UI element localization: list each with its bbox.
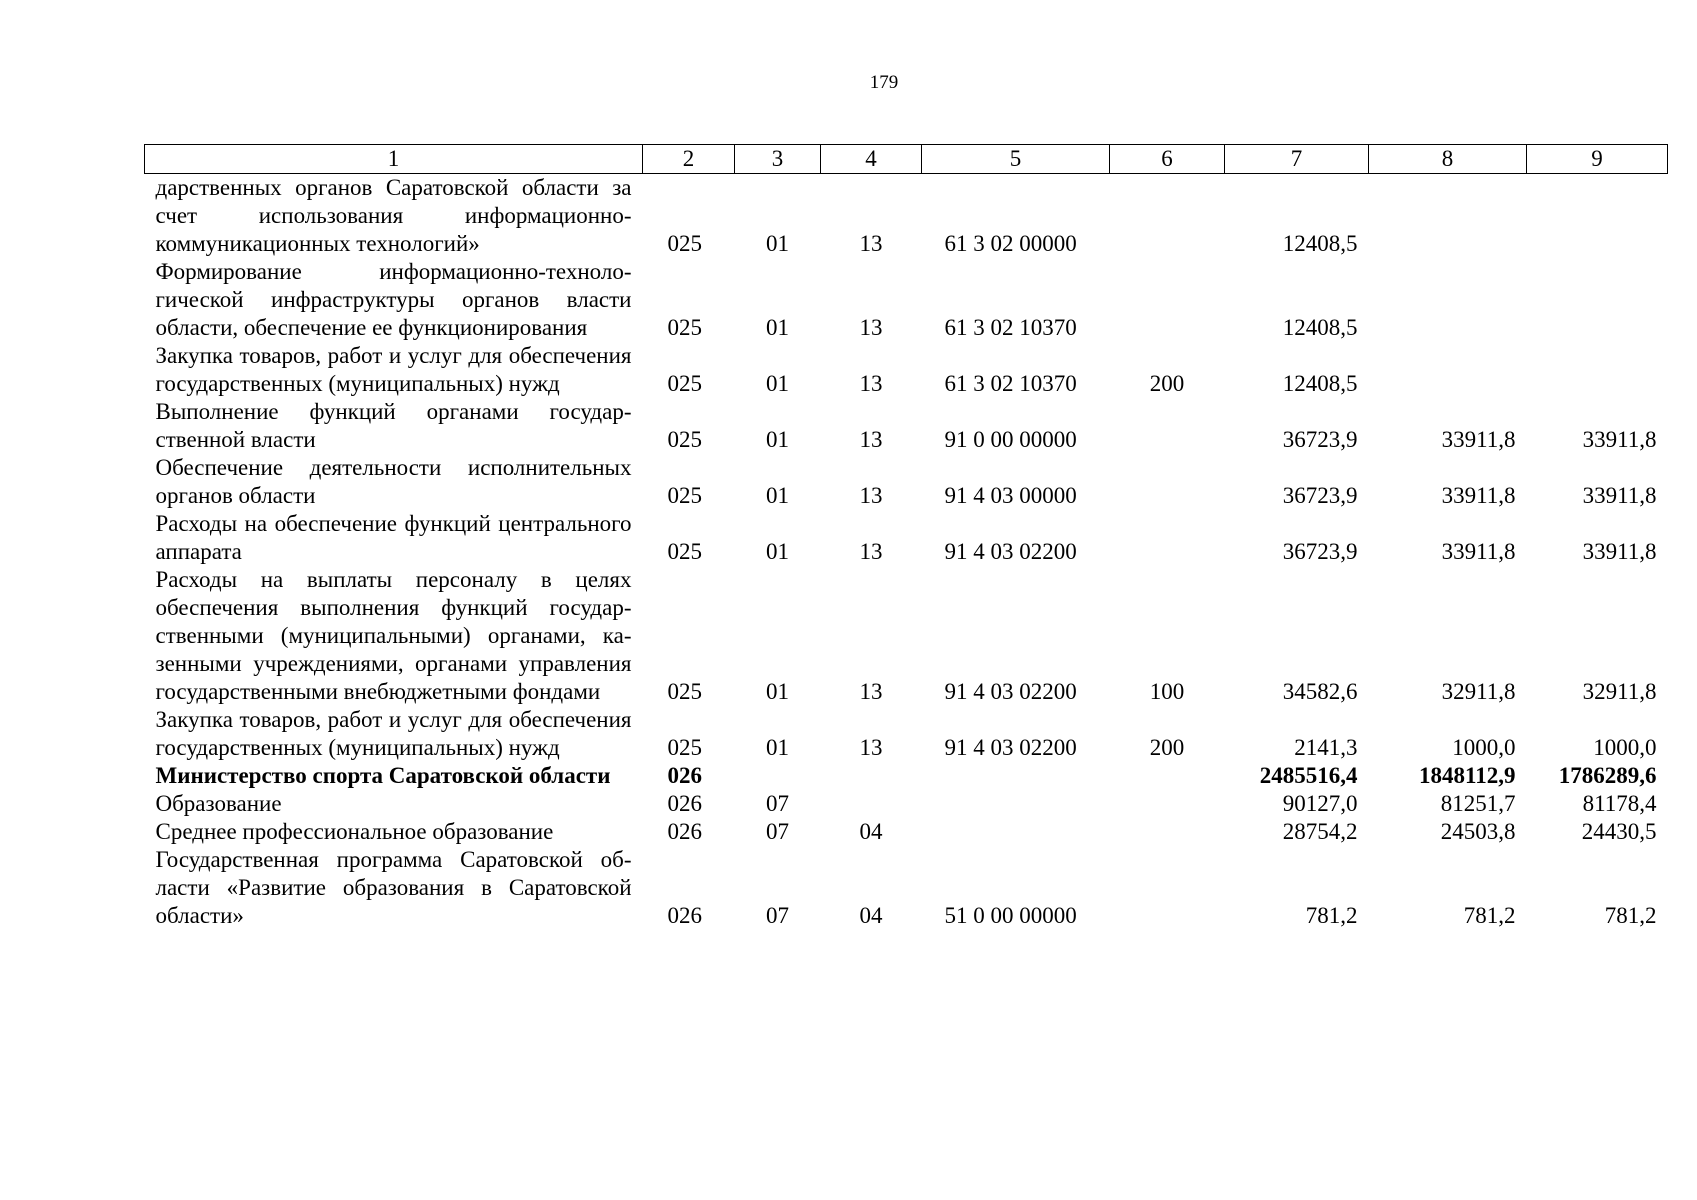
target-article-cell: 61 3 02 10370 [944,315,1077,340]
section-code-cell: 01 [766,231,789,256]
subsection-code-cell [821,762,922,790]
amount-year3-cell [1527,174,1668,259]
column-header-row [145,145,1668,174]
section-code-cell: 01 [766,539,789,564]
expense-type-cell [1110,510,1225,566]
section-code-cell: 07 [766,903,789,928]
section-code-cell: 01 [766,315,789,340]
row-name-cell: Среднее профессиональное образование [155,819,554,844]
table-row [145,846,1668,930]
column-header: 2 [643,145,735,174]
section-code-cell: 07 [766,791,789,816]
amount-year1-cell: 2485516,4 [1259,763,1358,788]
subsection-code-cell: 13 [859,539,883,564]
row-name-cell: Закупка товаров, работ и услуг для обеспечения государственных (муниципальных) нужд [155,707,632,760]
amount-year1-cell: 2141,3 [1294,735,1358,760]
ministry-code-cell: 025 [667,679,702,704]
target-article-cell: 61 3 02 00000 [944,231,1077,256]
amount-year2-cell [1369,342,1527,398]
table-row [145,762,1668,790]
table-row [145,566,1668,706]
expense-type-cell [1110,258,1225,342]
target-article-cell [922,790,1110,818]
row-name-cell: Образование [155,791,282,816]
amount-year1-cell: 12408,5 [1282,231,1358,256]
target-article-cell: 91 4 03 02200 [944,735,1077,760]
amount-year2-cell: 33911,8 [1441,483,1516,508]
expense-type-cell [1110,818,1225,846]
table-body [145,174,1668,931]
column-header: 8 [1369,145,1527,174]
amount-year2-cell: 24503,8 [1440,819,1516,844]
subsection-code-cell: 13 [859,427,883,452]
row-name-cell: Расходы на обеспечение функций центрального аппарата [155,511,632,564]
column-header: 4 [821,145,922,174]
section-code-cell: 01 [766,427,789,452]
row-name-cell: дарственных органов Саратовской области за счет использования информационно-коммуникационных технологий» [155,175,632,256]
target-article-cell: 91 4 03 00000 [944,483,1077,508]
table-row [145,174,1668,259]
ministry-code-cell: 025 [667,483,702,508]
row-name-cell: Формирование информационно-технологической инфраструктуры органов власти области, обеспечение ее функционирования [155,259,632,340]
ministry-code-cell: 026 [667,903,702,928]
table-row [145,258,1668,342]
target-article-cell: 91 4 03 02200 [944,539,1077,564]
subsection-code-cell: 04 [859,903,883,928]
target-article-cell [922,762,1110,790]
amount-year3-cell: 81178,4 [1582,791,1657,816]
ministry-code-cell: 025 [667,539,702,564]
row-name-cell: Обеспечение деятельности исполнительных органов области [155,455,632,508]
ministry-code-cell: 025 [667,315,702,340]
ministry-code-cell: 026 [667,791,702,816]
amount-year3-cell: 33911,8 [1582,483,1657,508]
amount-year3-cell: 1786289,6 [1558,763,1657,788]
ministry-code-cell: 025 [667,371,702,396]
amount-year2-cell: 781,2 [1463,903,1516,928]
target-article-cell: 51 0 00 00000 [944,903,1077,928]
expense-type-cell [1110,846,1225,930]
amount-year2-cell: 81251,7 [1440,791,1516,816]
expense-type-cell [1110,790,1225,818]
subsection-code-cell: 04 [859,819,883,844]
expense-type-cell: 200 [1149,371,1185,396]
column-header: 6 [1110,145,1225,174]
table-row [145,398,1668,454]
subsection-code-cell: 13 [859,231,883,256]
expense-type-cell [1110,174,1225,259]
column-header: 7 [1225,145,1369,174]
amount-year1-cell: 90127,0 [1282,791,1358,816]
ministry-code-cell: 026 [667,819,702,844]
expense-type-cell [1110,762,1225,790]
section-code-cell: 01 [766,735,789,760]
table-row [145,342,1668,398]
amount-year1-cell: 36723,9 [1282,539,1358,564]
table-row [145,454,1668,510]
row-name-cell: Расходы на выплаты персоналу в целях обеспечения выполнения функций государственными (муниципальными) органами, казенными учреждениями, органами управления государственными внебюджетными фондами [155,567,632,704]
amount-year2-cell: 32911,8 [1441,679,1516,704]
amount-year2-cell: 33911,8 [1441,427,1516,452]
subsection-code-cell: 13 [859,315,883,340]
amount-year1-cell: 12408,5 [1282,371,1358,396]
page-number: 179 [869,72,899,93]
budget-table [144,144,1668,930]
amount-year3-cell [1527,258,1668,342]
amount-year2-cell [1369,174,1527,259]
expense-type-cell: 200 [1149,735,1185,760]
amount-year2-cell: 1000,0 [1452,735,1516,760]
column-header: 3 [735,145,821,174]
section-code-cell: 07 [766,819,789,844]
table-row [145,706,1668,762]
ministry-code-cell: 025 [667,735,702,760]
row-name-cell: Закупка товаров, работ и услуг для обеспечения государственных (муниципальных) нужд [155,343,632,396]
amount-year1-cell: 36723,9 [1282,483,1358,508]
section-code-cell [735,762,821,790]
row-name-cell: Министерство спорта Саратовской области [155,763,611,788]
section-code-cell: 01 [766,371,789,396]
amount-year3-cell: 781,2 [1604,903,1657,928]
amount-year2-cell: 1848112,9 [1419,763,1516,788]
table-row [145,510,1668,566]
subsection-code-cell [821,790,922,818]
amount-year2-cell [1369,258,1527,342]
amount-year3-cell: 32911,8 [1582,679,1657,704]
subsection-code-cell: 13 [859,679,883,704]
amount-year1-cell: 781,2 [1305,903,1358,928]
ministry-code-cell: 026 [667,763,702,788]
target-article-cell: 91 4 03 02200 [944,679,1077,704]
column-header: 1 [145,145,643,174]
amount-year3-cell [1527,342,1668,398]
expense-type-cell [1110,398,1225,454]
amount-year2-cell: 33911,8 [1441,539,1516,564]
amount-year1-cell: 12408,5 [1282,315,1358,340]
subsection-code-cell: 13 [859,735,883,760]
expense-type-cell: 100 [1149,679,1185,704]
subsection-code-cell: 13 [859,371,883,396]
amount-year1-cell: 28754,2 [1282,819,1358,844]
table-row [145,818,1668,846]
amount-year3-cell: 33911,8 [1582,427,1657,452]
amount-year1-cell: 34582,6 [1282,679,1358,704]
section-code-cell: 01 [766,483,789,508]
column-header: 5 [922,145,1110,174]
target-article-cell [922,818,1110,846]
expense-type-cell [1110,454,1225,510]
amount-year3-cell: 33911,8 [1582,539,1657,564]
target-article-cell: 61 3 02 10370 [944,371,1077,396]
amount-year3-cell: 24430,5 [1581,819,1657,844]
target-article-cell: 91 0 00 00000 [944,427,1077,452]
row-name-cell: Выполнение функций органами государственной власти [155,399,632,452]
ministry-code-cell: 025 [667,231,702,256]
row-name-cell: Государственная программа Саратовской области «Развитие образования в Саратовской области» [155,847,632,928]
subsection-code-cell: 13 [859,483,883,508]
ministry-code-cell: 025 [667,427,702,452]
table-row [145,790,1668,818]
amount-year3-cell: 1000,0 [1593,735,1657,760]
column-header: 9 [1527,145,1668,174]
section-code-cell: 01 [766,679,789,704]
amount-year1-cell: 36723,9 [1282,427,1358,452]
